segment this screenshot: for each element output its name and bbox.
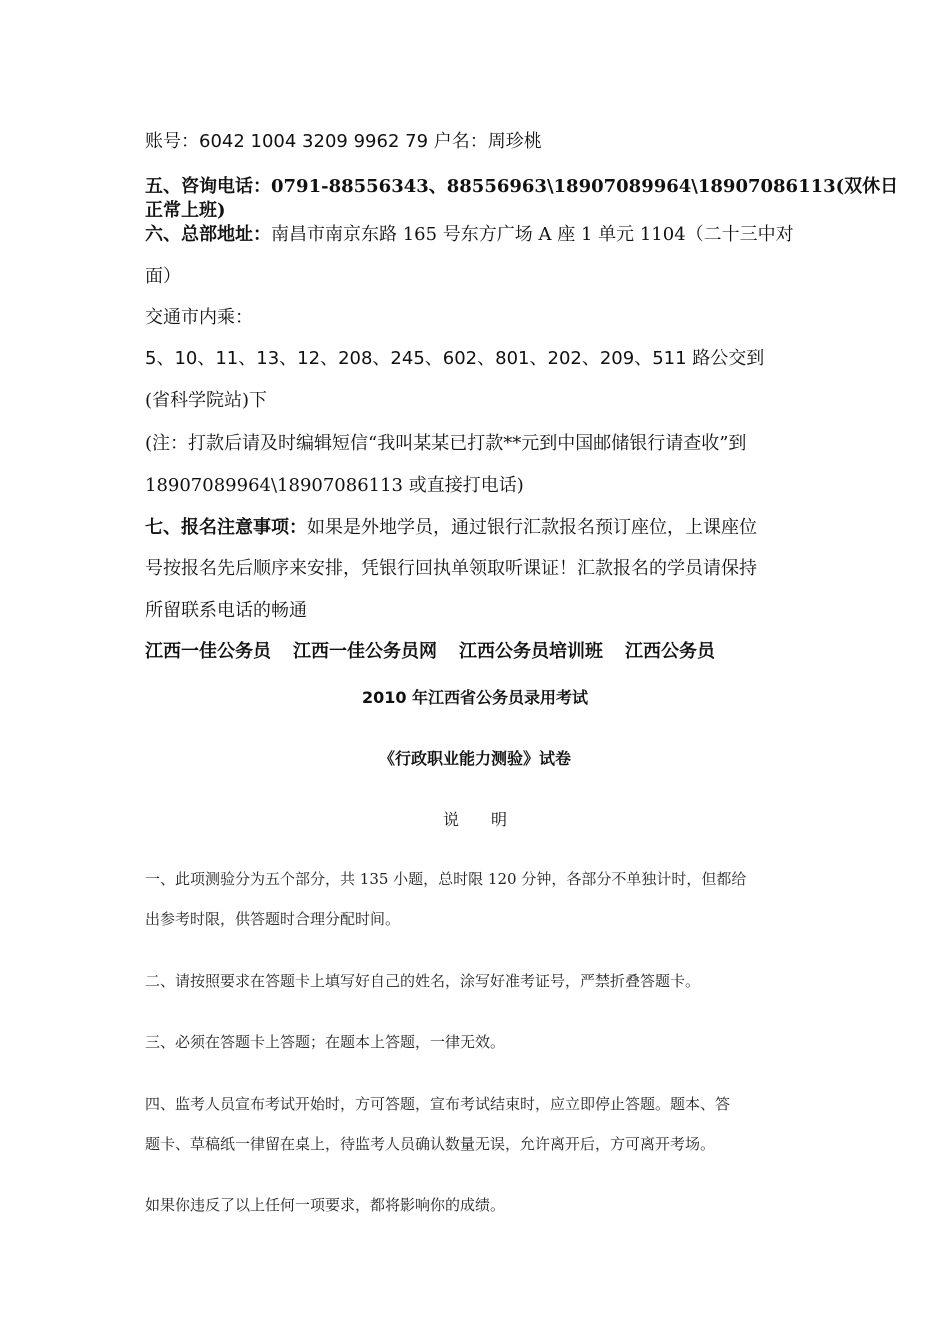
address-line-1 xyxy=(145,220,794,246)
transport-label: 交通市内乘： xyxy=(145,307,253,328)
phone-numbers: 0791-88556343、88556963\18907089964\18907086113(双休日 xyxy=(271,176,899,197)
instructions-heading: 说 明 xyxy=(442,810,507,829)
link-jiangxi-yijia[interactable]: 江西一佳公务员 xyxy=(145,641,271,662)
phone-line-1 xyxy=(145,172,898,198)
instruction-3: 三、必须在答题卡上答题；在题本上答题，一律无效。 xyxy=(145,1033,506,1051)
bus-suffix: 路公交到 xyxy=(686,348,765,369)
note-line-2: 18907089964\18907086113 或直接打电话) xyxy=(145,475,524,496)
link-jiangxi-yijia-net[interactable]: 江西一佳公务员网 xyxy=(293,641,437,662)
account-line xyxy=(145,127,542,153)
link-jiangxi-civil-servant[interactable]: 江西公务员 xyxy=(625,641,715,662)
address-text: 南昌市南京东路 165 号东方广场 A 座 1 单元 1104（二十三中对 xyxy=(271,224,794,245)
account-number: 6042 1004 3209 9962 79 xyxy=(199,131,429,152)
signup-line-2: 号按报名先后顺序来安排，凭银行回执单领取听课证！汇款报名的学员请保持 xyxy=(145,558,757,579)
phone-label: 五、咨询电话： xyxy=(145,176,271,197)
warning-text: 如果你违反了以上任何一项要求，都将影响你的成绩。 xyxy=(145,1196,506,1214)
address-label: 六、总部地址： xyxy=(145,224,271,245)
exam-title: 2010 年江西省公务员录用考试 xyxy=(361,688,589,707)
address-line-2: 面） xyxy=(145,266,181,287)
keyword-links xyxy=(145,637,715,663)
instruction-4-line-2: 题卡、草稿纸一律留在桌上，待监考人员确认数量无误，允许离开后，方可离开考场。 xyxy=(145,1135,716,1153)
signup-label: 七、报名注意事项： xyxy=(145,517,307,538)
phone-line-2: 正常上班) xyxy=(145,200,226,221)
instruction-1-line-1: 一、此项测验分为五个部分，共 135 小题，总时限 120 分钟，各部分不单独计时，但都给 xyxy=(145,870,747,888)
bus-line-2: (省科学院站)下 xyxy=(145,390,268,411)
signup-line-1 xyxy=(145,513,757,539)
bus-routes: 5、10、11、13、12、208、245、602、801、202、209、511 xyxy=(145,348,687,369)
link-training-class[interactable]: 江西公务员培训班 xyxy=(459,641,603,662)
instruction-4-line-1: 四、监考人员宣布考试开始时，方可答题，宣布考试结束时，应立即停止答题。题本、答 xyxy=(145,1095,731,1113)
signup-text: 如果是外地学员，通过银行汇款报名预订座位，上课座位 xyxy=(307,517,757,538)
signup-line-3: 所留联系电话的畅通 xyxy=(145,600,307,621)
note-line-1: (注：打款后请及时编辑短信“我叫某某已打款**元到中国邮储银行请查收”到 xyxy=(145,433,747,454)
instruction-2: 二、请按照要求在答题卡上填写好自己的姓名，涂写好准考证号，严禁折叠答题卡。 xyxy=(145,972,701,990)
account-name: 户名：周珍桃 xyxy=(428,131,542,152)
exam-subtitle: 《行政职业能力测验》试卷 xyxy=(378,749,571,768)
bus-line-1 xyxy=(145,344,764,370)
instruction-1-line-2: 出参考时限，供答题时合理分配时间。 xyxy=(145,910,401,928)
account-prefix: 账号： xyxy=(145,131,199,152)
